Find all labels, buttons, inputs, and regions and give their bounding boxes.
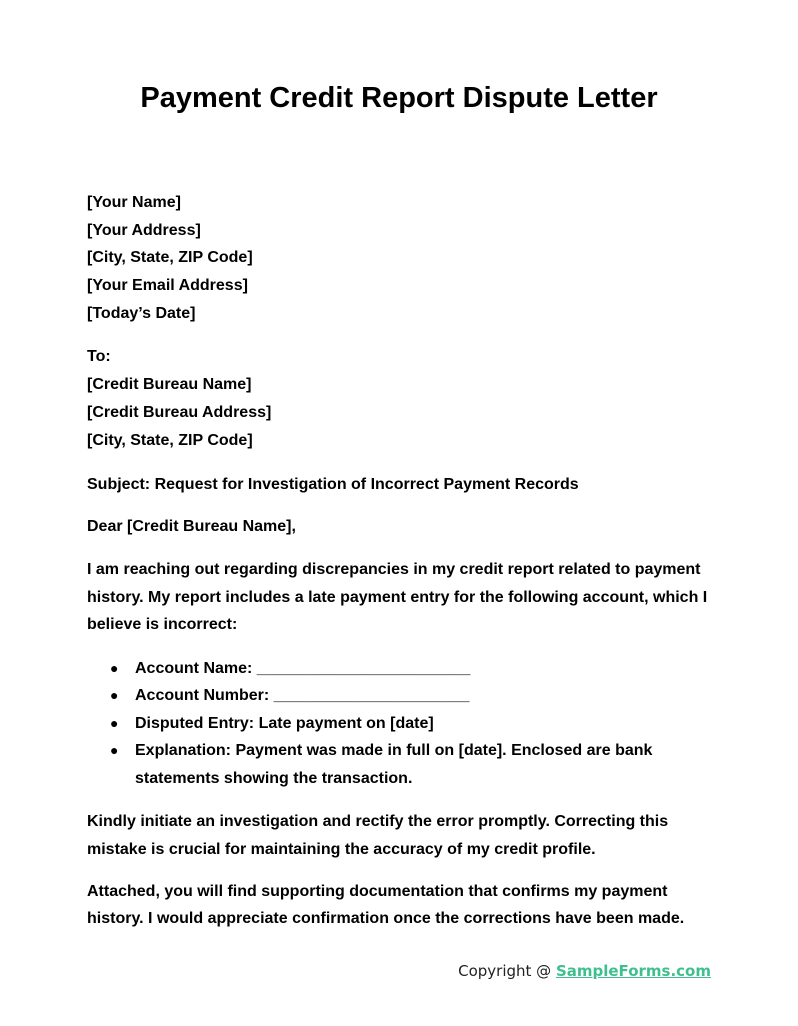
- to-label: To:: [87, 348, 111, 366]
- list-item-text: Account Number: ______________________: [135, 687, 470, 705]
- bullet-icon: ●: [110, 659, 119, 676]
- sender-city: [City, State, ZIP Code]: [87, 249, 253, 267]
- sender-date: [Today’s Date]: [87, 304, 196, 322]
- list-item: [87, 737, 717, 792]
- paragraph-intro: I am reaching out regarding discrepancies in my credit report related to payment history. My report includes a late payment entry for the following account, which I believe is incorrect:: [87, 561, 708, 634]
- recipient-city: [City, State, ZIP Code]: [87, 431, 253, 449]
- sender-block: [87, 189, 717, 327]
- copyright-text: Copyright @: [458, 962, 556, 980]
- copyright-footer: [458, 962, 711, 980]
- sender-address: [Your Address]: [87, 221, 201, 239]
- salutation: Dear [Credit Bureau Name],: [87, 518, 296, 536]
- paragraph-request: Kindly initiate an investigation and rectify the error promptly. Correcting this mistake is crucial for maintaining the accuracy of my credit profile.: [87, 813, 669, 858]
- list-item-text: Disputed Entry: Late payment on [date]: [135, 714, 434, 732]
- bullet-icon: ●: [110, 742, 119, 759]
- list-item-text: Explanation: Payment was made in full on [date]. Enclosed are bank statements showing the transaction.: [135, 742, 653, 787]
- list-item: [87, 710, 717, 738]
- bullet-icon: ●: [110, 714, 119, 731]
- recipient-block: [87, 343, 717, 454]
- list-item-text: Account Name: ________________________: [135, 659, 471, 677]
- subject-line: Subject: Request for Investigation of Incorrect Payment Records: [87, 476, 579, 494]
- brand-link[interactable]: SampleForms.com: [555, 962, 711, 980]
- document-title: Payment Credit Report Dispute Letter: [140, 82, 658, 114]
- bullet-icon: ●: [110, 687, 119, 704]
- recipient-name: [Credit Bureau Name]: [87, 376, 252, 394]
- account-details-list: [87, 655, 717, 793]
- paragraph-attachments: Attached, you will find supporting documentation that confirms my payment history. I would appreciate confirmation once the corrections have been made.: [87, 883, 685, 927]
- list-item: [87, 655, 717, 683]
- letter-body: [87, 189, 717, 932]
- sender-email: [Your Email Address]: [87, 277, 248, 295]
- list-item: [87, 682, 717, 710]
- recipient-address: [Credit Bureau Address]: [87, 403, 272, 421]
- sender-name: [Your Name]: [87, 194, 181, 211]
